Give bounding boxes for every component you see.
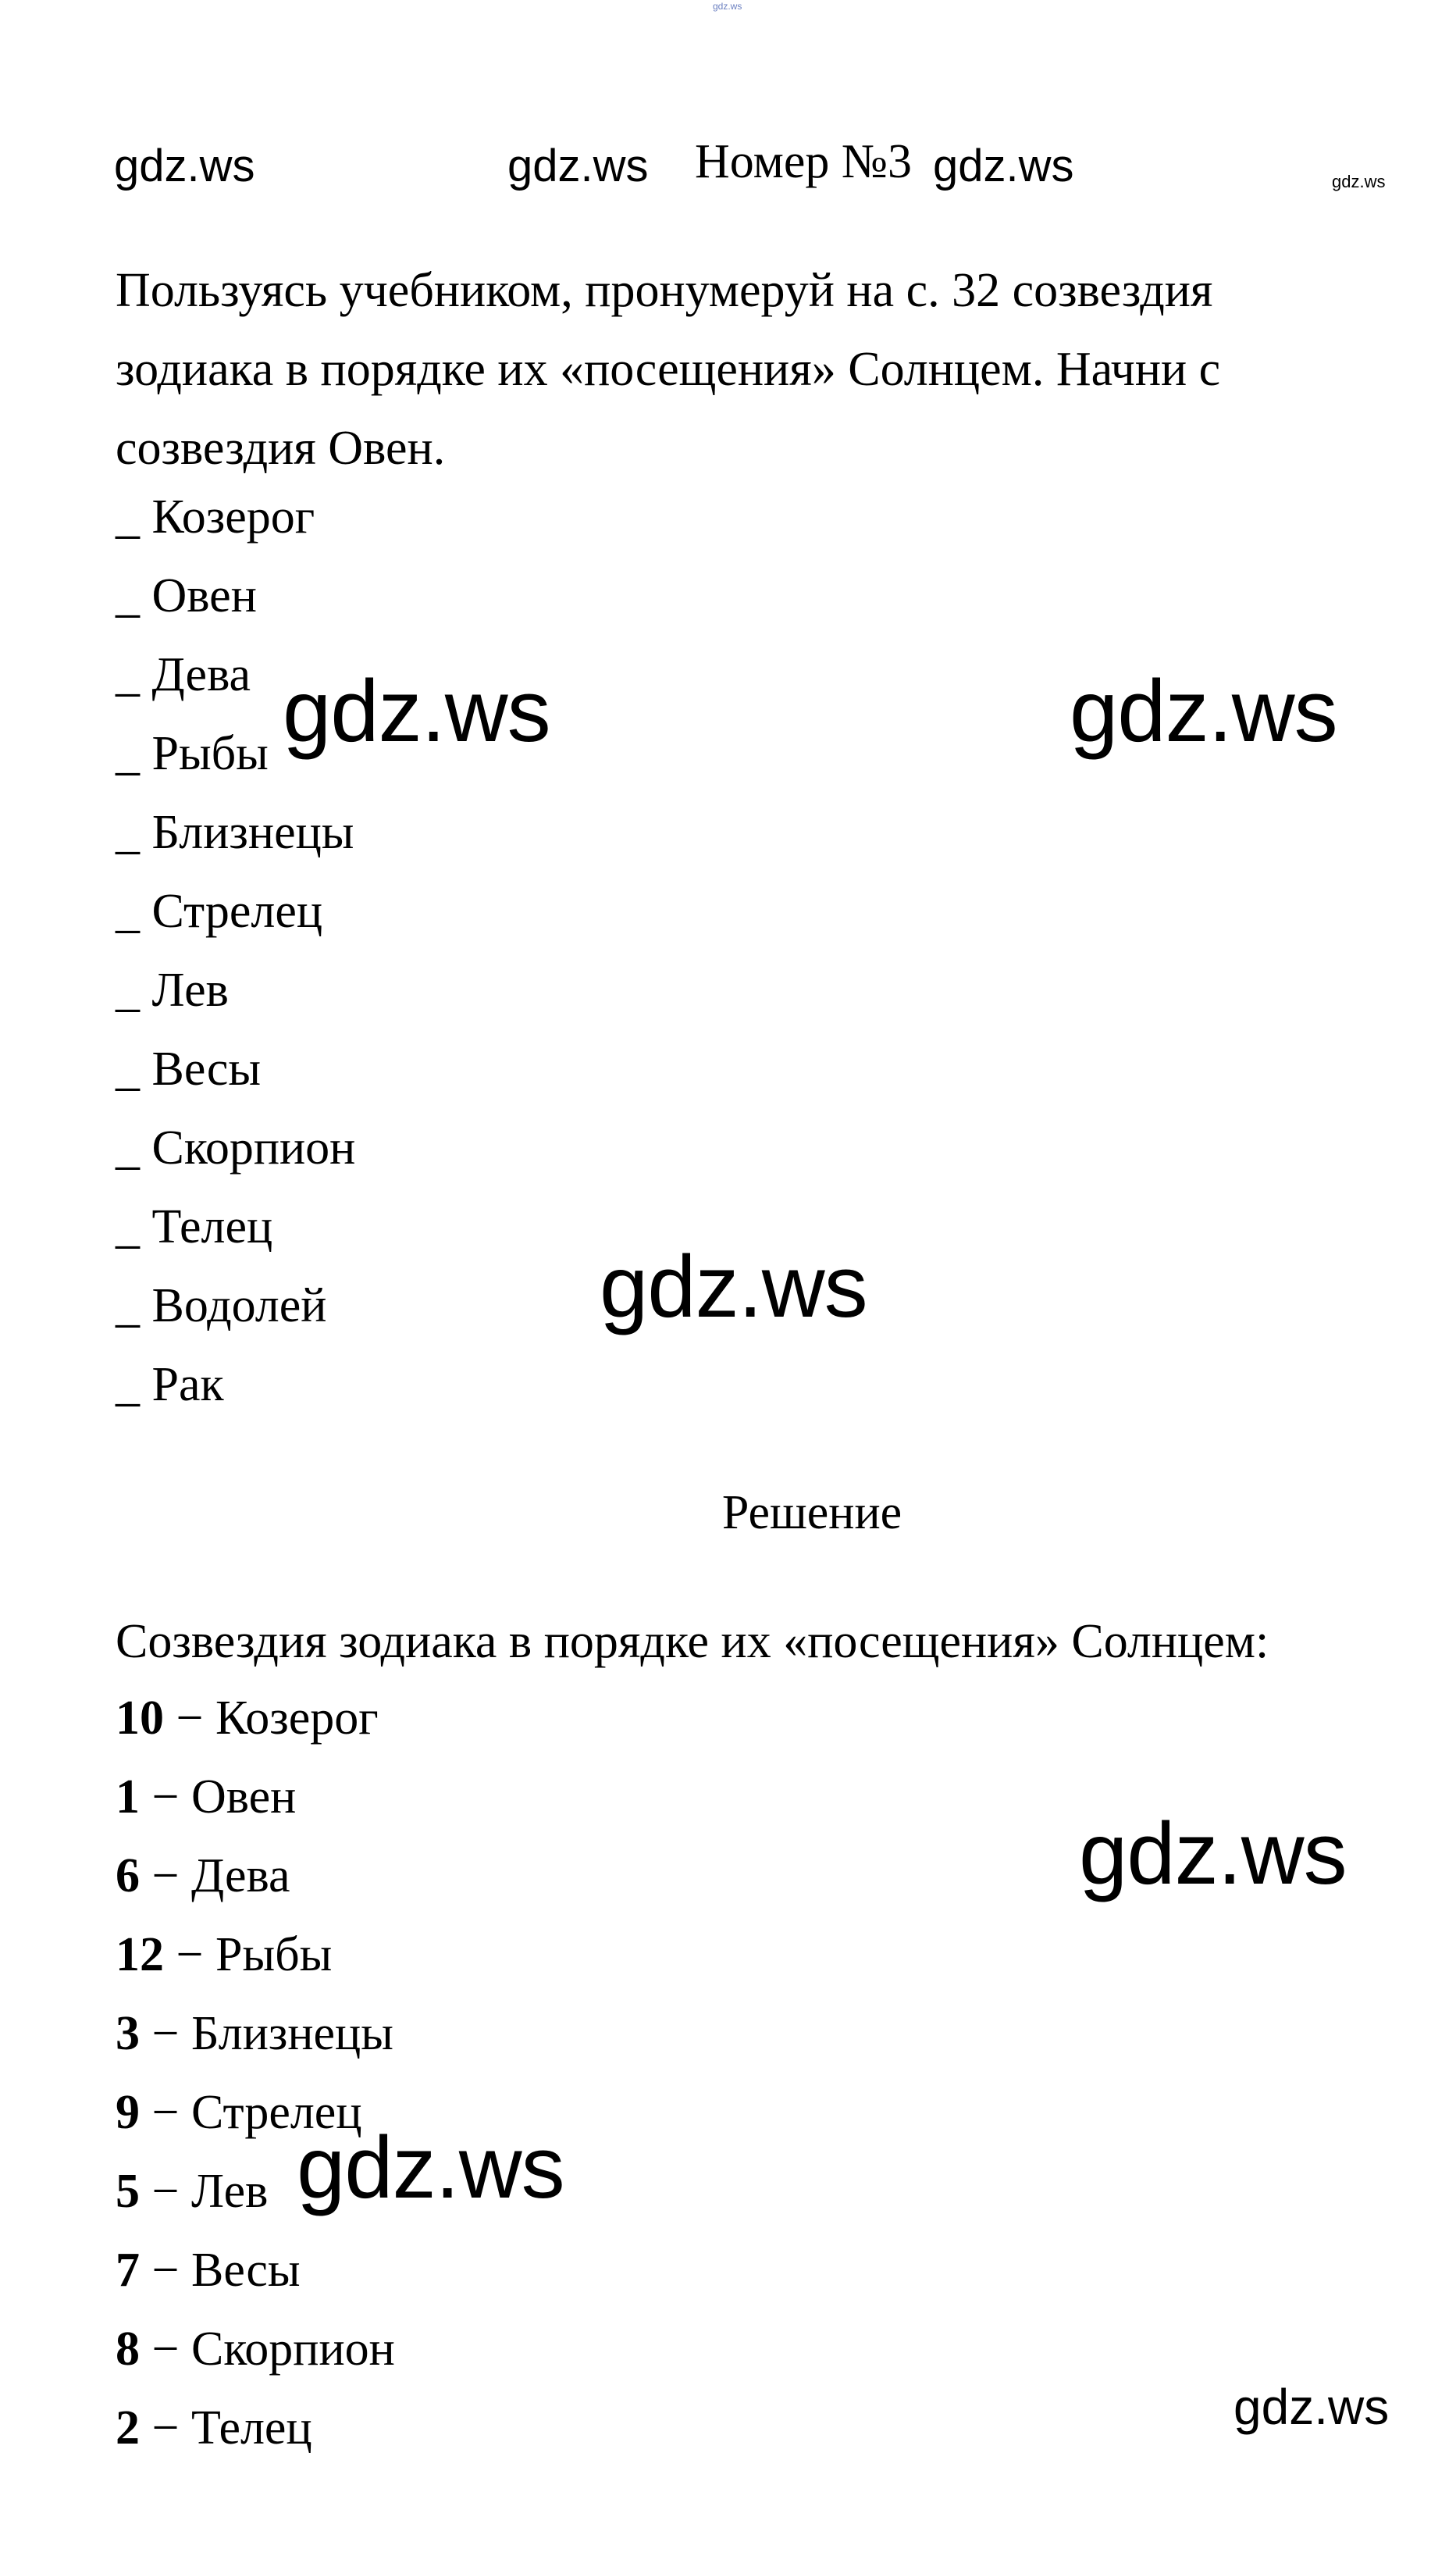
task-line: Пользуясь учебником, пронумеруй на с. 32 созвездия	[116, 264, 1213, 317]
list-item: _ Телец	[116, 1200, 273, 1253]
answer-name: − Рыбы	[164, 1928, 333, 1981]
answer-number: 8	[116, 2323, 140, 2376]
watermark-big: gdz.ws	[283, 662, 550, 760]
answer-number: 7	[116, 2244, 140, 2297]
header-watermark-center: gdz.ws	[507, 141, 649, 191]
watermark-big: gdz.ws	[297, 2119, 564, 2216]
answer-item	[116, 2231, 395, 2310]
answer-number: 1	[116, 1770, 140, 1824]
answer-item	[116, 1995, 395, 2073]
watermark-big: gdz.ws	[600, 1238, 867, 1335]
header-watermark-right: gdz.ws	[933, 141, 1074, 191]
answer-name: − Телец	[140, 2401, 312, 2455]
watermark-big: gdz.ws	[1070, 662, 1337, 760]
page-title: Номер №3	[695, 135, 913, 188]
answer-item	[116, 2389, 395, 2468]
task-line: созвездия Овен.	[116, 422, 446, 475]
answer-number: 6	[116, 1849, 140, 1902]
answer-name: − Овен	[140, 1770, 297, 1824]
answer-list	[116, 1679, 395, 2468]
answer-number: 2	[116, 2401, 140, 2455]
list-item: _ Весы	[116, 1043, 262, 1096]
solution-intro: Созвездия зодиака в порядке их «посещения» Солнцем:	[116, 1615, 1269, 1668]
list-item: _ Лев	[116, 964, 229, 1017]
answer-name: − Скорпион	[140, 2323, 395, 2376]
answer-name: − Козерог	[164, 1692, 379, 1745]
solution-heading: Решение	[721, 1486, 902, 1539]
header-watermark-left: gdz.ws	[114, 141, 255, 191]
list-item: _ Рыбы	[116, 727, 269, 780]
list-item: _ Водолей	[116, 1279, 327, 1332]
answer-number: 10	[116, 1692, 164, 1745]
answer-item	[116, 2310, 395, 2389]
list-item: _ Овен	[116, 569, 257, 622]
answer-number: 9	[116, 2086, 140, 2139]
constellation-list	[116, 478, 355, 1424]
answer-item	[116, 1916, 395, 1995]
answer-item	[116, 1758, 395, 1837]
top-micro-watermark: gdz.ws	[713, 1, 742, 12]
list-item: _ Близнецы	[116, 806, 354, 859]
list-item: _ Скорпион	[116, 1121, 356, 1175]
answer-number: 12	[116, 1928, 164, 1981]
list-item: _ Дева	[116, 648, 251, 701]
header-watermark-small: gdz.ws	[1332, 172, 1386, 191]
task-line: зодиака в порядке их «посещения» Солнцем. Начни с	[116, 343, 1221, 396]
answer-number: 3	[116, 2007, 140, 2060]
answer-item	[116, 1679, 395, 1758]
answer-name: − Лев	[140, 2165, 269, 2218]
watermark-bottom: gdz.ws	[1234, 2379, 1390, 2435]
answer-name: − Близнецы	[140, 2007, 393, 2060]
answer-name: − Дева	[140, 1849, 290, 1902]
answer-name: − Весы	[140, 2244, 301, 2297]
list-item: _ Стрелец	[116, 885, 323, 938]
list-item: _ Рак	[116, 1358, 224, 1411]
answer-number: 5	[116, 2165, 140, 2218]
task-text	[116, 251, 1396, 488]
answer-name: − Стрелец	[140, 2086, 362, 2139]
list-item: _ Козерог	[116, 490, 315, 544]
watermark-big: gdz.ws	[1079, 1805, 1347, 1902]
answer-item	[116, 1837, 395, 1916]
